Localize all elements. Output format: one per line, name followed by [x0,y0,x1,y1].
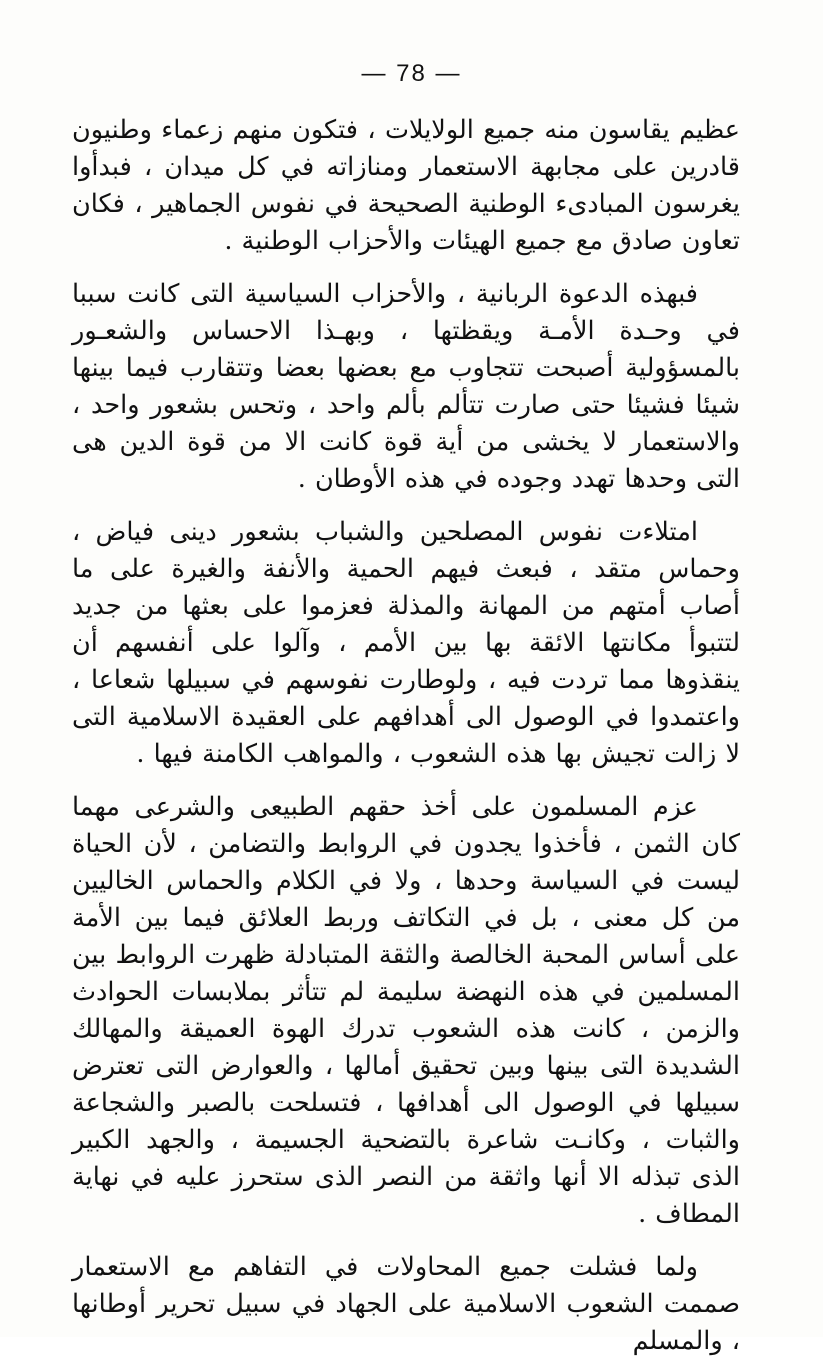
paragraph: عظيم يقاسون منه جميع الولايلات ، فتكون منهم زعماء وطنيون قادرين على مجابهة الاستعمار ومنازاته في كل ميدان ، فبدأوا يغرسون المبادىء الوطنية الصحيحة في نفوس الجماهير ، فكان تعاون صادق مع جميع الهيئات والأحزاب الوطنية . [72,115,740,256]
paragraph: ولما فشلت جميع المحاولات في التفاهم مع الاستعمار صممت الشعوب الاسلامية على الجهاد في سبيل تحرير أوطانها ، والمسلم [72,1252,740,1356]
paragraph: عزم المسلمون على أخذ حقهم الطبيعى والشرعى مهما كان الثمن ، فأخذوا يجدون في الروابط والتضامن ، لأن الحياة ليست في السياسة وحدها ، ولا في الكلام والحماس الخاليين من كل معنى ، بل في التكاتف وربط العلائق فيما بين الأمة على أساس المحبة الخالصة والثقة المتبادلة ظهرت الروابط بين المسلمين في هذه النهضة سليمة لم تتأثر بملابسات الحوادث والزمن ، كانت هذه الشعوب تدرك الهوة العميقة والمهالك الشديدة التى بينها وبين تحقيق أمالها ، والعوارض التى تعترض سبيلها في الوصول الى أهدافها ، فتسلحت بالصبر والشجاعة والثبات ، وكانـت شاعرة بالتضحية الجسيمة ، والجهد الكبير الذى تبذله الا أنها واثقة من النصر الذى ستحرز عليه في نهاية المطاف . [72,792,740,1229]
paragraph: امتلاءت نفوس المصلحين والشباب بشعور دينى فياض ، وحماس متقد ، فبعث فيهم الحمية والأنفة والغيرة على ما أصاب أمتهم من المهانة والمذلة فعزموا على بعثها من جديد لتتبوأ مكانتها الائقة بها بين الأمم ، وآلوا على أنفسهم أن ينقذوها مما تردت فيه ، ولوطارت نفوسهم في سبيلها شعاعا ، واعتمدوا في الوصول الى أهدافهم على العقيدة الاسلامية التى لا زالت تجيش بها هذه الشعوب ، والمواهب الكامنة فيها . [72,517,740,769]
body-text [72,112,740,1360]
page-number: — 78 — [361,60,462,87]
paragraph: فبهذه الدعوة الربانية ، والأحزاب السياسية التى كانت سببا في وحـدة الأمـة ويقظتها ، وبهـذا الاحساس والشعـور بالمسؤولية أصبحت تتجاوب مع بعضها بعضا وتتقارب فيما بينها شيئا فشيئا حتى صارت تتألم بألم واحد ، وتحس بشعور واحد ، والاستعمار لا يخشى من أية قوة كانت الا من قوة الدين هى التى وحدها تهدد وجوده في هذه الأوطان . [72,279,740,494]
